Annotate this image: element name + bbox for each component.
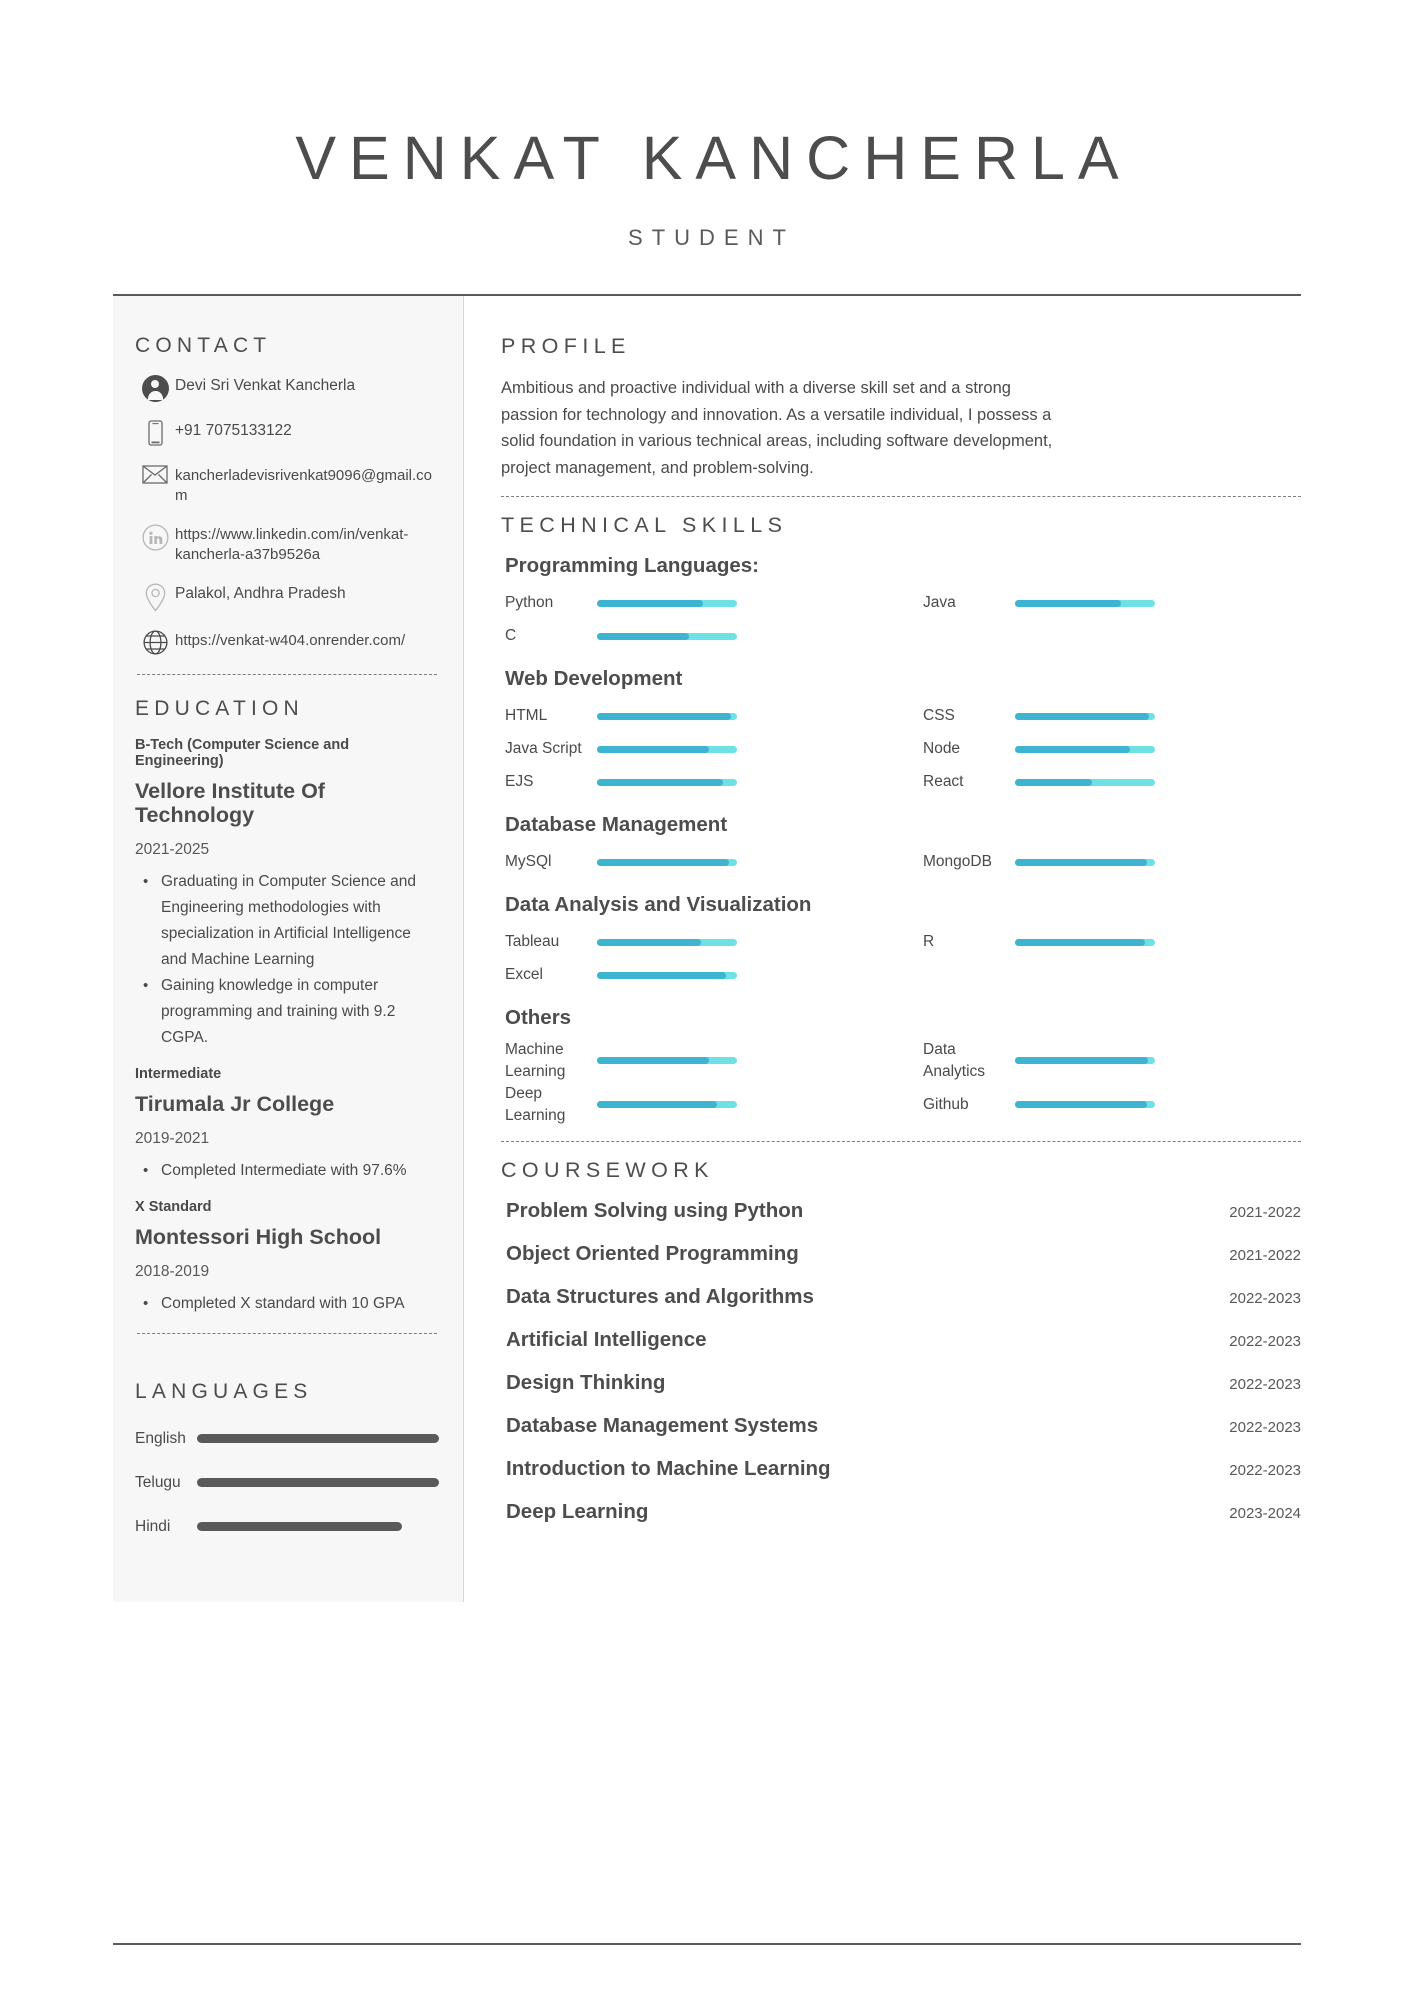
coursework-section-title: COURSEWORK [501, 1157, 714, 1182]
coursework-year: 2023-2024 [1229, 1504, 1301, 1522]
skill-item [501, 959, 883, 992]
location-pin-icon [135, 582, 175, 612]
coursework-year: 2022-2023 [1229, 1461, 1301, 1479]
skill-level-bar [1015, 1101, 1155, 1108]
skill-level-bar [1015, 779, 1155, 786]
education-degree: X Standard [135, 1199, 212, 1216]
coursework-year: 2021-2022 [1229, 1246, 1301, 1264]
coursework-item [501, 1500, 1301, 1524]
education-entry [135, 737, 439, 1052]
skill-level-bar [1015, 1057, 1155, 1064]
coursework-item [501, 1414, 1301, 1438]
page-title: VENKAT KANCHERLA [295, 124, 1132, 192]
education-bullets [135, 1291, 439, 1317]
education-bullets [135, 1158, 439, 1184]
language-level-bar [197, 1434, 439, 1443]
skill-level-bar [597, 1101, 737, 1108]
technical-skills-section-title: TECHNICAL SKILLS [501, 512, 788, 537]
skill-grid [501, 846, 1301, 879]
skill-label: CSS [923, 707, 955, 725]
education-entry [135, 1199, 439, 1317]
skill-label: R [923, 933, 935, 951]
skills-coursework-divider [501, 1141, 1301, 1142]
skill-level-bar [597, 746, 737, 753]
profile-text: Ambitious and proactive individual with a diverse skill set and a strong passion for technology and innovation. As a versatile individual, I possess a solid foundation in various technical areas, including software development, project management, and problem-solving. [501, 379, 1053, 478]
education-school: Montessori High School [135, 1225, 382, 1250]
coursework-year: 2022-2023 [1229, 1289, 1301, 1307]
skill-item [501, 700, 883, 733]
skill-level-bar [1015, 713, 1155, 720]
contact-name-value: Devi Sri Venkat Kancherla [175, 377, 356, 394]
coursework-item [501, 1457, 1301, 1481]
coursework-name: Artificial Intelligence [506, 1327, 707, 1351]
skill-item [501, 766, 883, 799]
skill-item [501, 846, 883, 879]
skill-group-title: Programming Languages: [505, 553, 760, 577]
list-item: • Completed Intermediate with 97.6% [135, 1158, 439, 1184]
coursework-name: Introduction to Machine Learning [506, 1456, 831, 1480]
coursework-name: Design Thinking [506, 1370, 666, 1394]
contact-website-value: https://venkat-w404.onrender.com/ [175, 631, 406, 649]
skill-item [919, 926, 1301, 959]
skill-level-bar [597, 1057, 737, 1064]
education-entry [135, 1066, 439, 1184]
skill-item [501, 733, 883, 766]
coursework-item [501, 1199, 1301, 1223]
skill-label: Data Analytics [923, 1040, 986, 1080]
resume-header [0, 0, 1414, 251]
education-section-title: EDUCATION [135, 696, 304, 720]
education-school: Tirumala Jr College [135, 1092, 335, 1117]
contact-linkedin-value: https://www.linkedin.com/in/venkat-kancherla-a37b9526a [175, 525, 409, 563]
skill-level-bar [597, 713, 737, 720]
education-school: Vellore Institute Of Technology [135, 778, 325, 828]
contact-section-title: CONTACT [135, 334, 272, 357]
education-bullets [135, 869, 439, 1051]
contact-item-name [135, 374, 439, 402]
skill-label: Deep Learning [505, 1084, 566, 1124]
language-item [135, 1430, 439, 1448]
coursework-item [501, 1242, 1301, 1266]
skill-level-bar [597, 600, 737, 607]
email-icon [135, 464, 175, 484]
skill-item [501, 620, 883, 653]
footer-divider [113, 1943, 1301, 1945]
skill-level-bar [1015, 859, 1155, 866]
language-level-bar [197, 1478, 439, 1487]
contact-email-value: kancherladevisrivenkat9096@gmail.com [175, 467, 433, 504]
coursework-name: Data Structures and Algorithms [506, 1284, 814, 1308]
coursework-year: 2022-2023 [1229, 1332, 1301, 1350]
coursework-name: Database Management Systems [506, 1413, 819, 1437]
education-years: 2021-2025 [135, 841, 210, 859]
contact-phone-value: +91 7075133122 [175, 422, 292, 439]
skill-item [501, 587, 883, 620]
skill-label: MySQl [505, 853, 552, 871]
education-years: 2019-2021 [135, 1130, 210, 1148]
skill-level-bar [597, 633, 737, 640]
language-label: Hindi [135, 1517, 171, 1535]
skill-level-bar [1015, 746, 1155, 753]
skill-group-title: Others [505, 1005, 572, 1029]
skill-label: Java [923, 594, 956, 612]
skill-level-bar [597, 939, 737, 946]
skill-label: C [505, 627, 517, 645]
skill-item [919, 733, 1301, 766]
skill-level-bar [1015, 939, 1155, 946]
skill-grid [501, 587, 1301, 653]
coursework-name: Object Oriented Programming [506, 1241, 799, 1265]
skill-grid [501, 926, 1301, 992]
skill-label: Excel [505, 966, 543, 984]
job-role-subtitle: STUDENT [628, 225, 795, 250]
coursework-item [501, 1371, 1301, 1395]
skill-label: Python [505, 594, 554, 612]
person-icon [135, 374, 175, 402]
list-item: • Graduating in Computer Science and Engineering methodologies with specialization in Artificial Intelligence and Machine Learning [135, 869, 439, 973]
skill-item [501, 926, 883, 959]
education-degree: B-Tech (Computer Science and Engineering) [135, 736, 350, 769]
coursework-year: 2021-2022 [1229, 1203, 1301, 1221]
skill-item [919, 846, 1301, 879]
skill-label: HTML [505, 707, 548, 725]
linkedin-icon [135, 523, 175, 551]
skill-grid [501, 1039, 1301, 1127]
coursework-name: Deep Learning [506, 1499, 649, 1523]
coursework-year: 2022-2023 [1229, 1375, 1301, 1393]
skill-label: Tableau [505, 933, 560, 951]
profile-section-title: PROFILE [501, 334, 631, 358]
coursework-year: 2022-2023 [1229, 1418, 1301, 1436]
skill-item [919, 1083, 1301, 1127]
skill-label: Machine Learning [505, 1040, 566, 1080]
contact-item-email[interactable] [135, 464, 439, 506]
contact-location-value: Palakol, Andhra Pradesh [175, 584, 346, 602]
coursework-name: Problem Solving using Python [506, 1198, 804, 1222]
skill-level-bar [597, 779, 737, 786]
skill-item [919, 1039, 1301, 1083]
globe-icon [135, 629, 175, 655]
skill-item [919, 700, 1301, 733]
skill-level-bar [597, 859, 737, 866]
education-years: 2018-2019 [135, 1262, 210, 1280]
language-label: English [135, 1429, 186, 1447]
coursework-item [501, 1328, 1301, 1352]
language-item [135, 1474, 439, 1492]
skill-label: Github [923, 1095, 969, 1113]
skill-item [501, 1039, 883, 1083]
profile-skills-divider [501, 496, 1301, 497]
contact-education-divider [137, 674, 437, 675]
education-degree: Intermediate [135, 1066, 222, 1083]
skill-label: EJS [505, 773, 534, 791]
phone-icon [135, 419, 175, 446]
list-item: • Gaining knowledge in computer programming and training with 9.2 CGPA. [135, 973, 439, 1051]
skill-grid [501, 700, 1301, 799]
list-item: • Completed X standard with 10 GPA [135, 1291, 439, 1317]
skill-item [919, 766, 1301, 799]
contact-item-website[interactable] [135, 629, 439, 657]
skill-group-title: Web Development [505, 666, 683, 690]
contact-item-location [135, 582, 439, 612]
language-level-bar [197, 1522, 402, 1531]
skill-level-bar [597, 972, 737, 979]
skill-item [501, 1083, 883, 1127]
resume-body [113, 296, 1301, 1602]
skill-item [919, 587, 1301, 620]
skill-label: Java Script [505, 740, 582, 758]
skill-level-bar [1015, 600, 1155, 607]
language-label: Telugu [135, 1473, 181, 1491]
contact-item-phone [135, 419, 439, 447]
skill-group-title: Database Management [505, 812, 728, 836]
education-languages-divider [137, 1333, 437, 1334]
skill-group-title: Data Analysis and Visualization [505, 892, 812, 916]
contact-item-linkedin[interactable] [135, 523, 439, 565]
coursework-item [501, 1285, 1301, 1309]
languages-section-title: LANGUAGES [135, 1379, 313, 1403]
skill-label: React [923, 773, 964, 791]
skill-label: MongoDB [923, 853, 992, 871]
main-content [464, 296, 1301, 1602]
language-item [135, 1518, 439, 1536]
skill-label: Node [923, 740, 961, 758]
sidebar [113, 296, 464, 1602]
